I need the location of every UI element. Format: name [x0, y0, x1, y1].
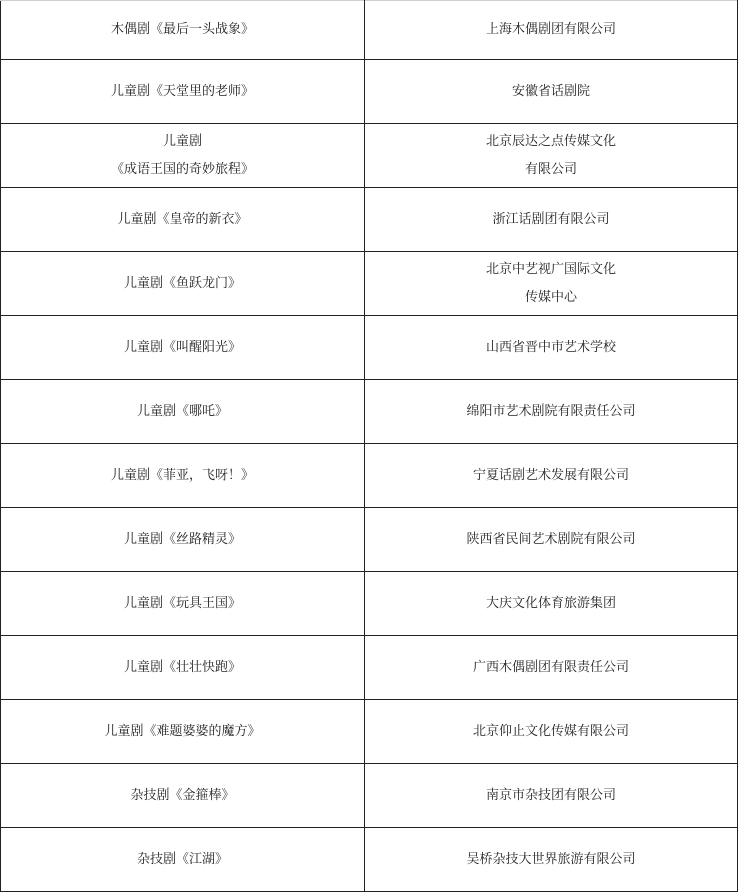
- organization-name-text: 绵阳市艺术剧院有限责任公司: [466, 403, 636, 419]
- work-title-cell: [1, 508, 365, 572]
- work-title-text: 儿童剧《难题婆婆的魔方》: [104, 723, 261, 739]
- work-title-cell: [1, 700, 365, 764]
- table-row: [1, 764, 738, 828]
- table-row: [1, 508, 738, 572]
- organization-name-text: 传媒中心: [524, 289, 577, 305]
- organization-name-text: 北京仰止文化传媒有限公司: [472, 723, 629, 739]
- organization-cell: [365, 636, 738, 700]
- organization-name-text: 大庆文化体育旅游集团: [485, 595, 616, 611]
- organization-name-text: 广西木偶剧团有限责任公司: [472, 659, 629, 675]
- work-title-cell: [1, 572, 365, 636]
- table-row: [1, 380, 738, 444]
- work-title-text: 儿童剧《叫醒阳光》: [123, 339, 241, 355]
- work-title-text: 儿童剧: [162, 133, 202, 149]
- table-row: [1, 444, 738, 508]
- table-row: [1, 636, 738, 700]
- organization-cell: [365, 764, 738, 828]
- work-title-cell: [1, 764, 365, 828]
- organization-name-text: 吴桥杂技大世界旅游有限公司: [466, 851, 636, 867]
- table-row: [1, 1, 738, 60]
- work-title-text: 木偶剧《最后一头战象》: [110, 22, 254, 37]
- work-title-text: 儿童剧《天堂里的老师》: [110, 83, 254, 99]
- organization-cell: [365, 252, 738, 316]
- work-title-cell: [1, 316, 365, 380]
- work-title-text: 杂技剧《金箍棒》: [130, 787, 235, 803]
- table-body: [1, 1, 738, 892]
- work-title-cell: [1, 188, 365, 252]
- work-title-text: 儿童剧《丝路精灵》: [123, 531, 241, 547]
- organization-cell: [365, 444, 738, 508]
- organization-name-text: 浙江话剧团有限公司: [492, 211, 610, 227]
- table-row: [1, 188, 738, 252]
- work-title-text: 儿童剧《鱼跃龙门》: [123, 275, 241, 291]
- organization-cell: [365, 124, 738, 188]
- work-title-cell: [1, 252, 365, 316]
- organization-cell: [365, 508, 738, 572]
- table-row: [1, 700, 738, 764]
- organization-cell: [365, 572, 738, 636]
- work-title-cell: [1, 444, 365, 508]
- work-title-text: 杂技剧《江湖》: [136, 851, 228, 867]
- work-title-text: 儿童剧《菲亚，飞呀！》: [110, 467, 254, 483]
- organization-cell: [365, 700, 738, 764]
- table-row: [1, 828, 738, 892]
- organization-cell: [365, 60, 738, 124]
- work-title-cell: [1, 828, 365, 892]
- organization-cell: [365, 1, 738, 60]
- work-title-text: 《成语王国的奇妙旅程》: [110, 161, 254, 177]
- organization-name-text: 宁夏话剧艺术发展有限公司: [472, 467, 629, 483]
- work-title-cell: [1, 380, 365, 444]
- organization-cell: [365, 828, 738, 892]
- work-title-text: 儿童剧《皇帝的新衣》: [117, 211, 248, 227]
- organization-name-text: 北京中艺视广国际文化: [485, 261, 616, 277]
- table-row: [1, 124, 738, 188]
- table-row: [1, 60, 738, 124]
- organization-cell: [365, 188, 738, 252]
- organization-cell: [365, 380, 738, 444]
- table-row: [1, 252, 738, 316]
- work-title-cell: [1, 1, 365, 60]
- organization-name-text: 陕西省民间艺术剧院有限公司: [466, 531, 636, 547]
- work-title-text: 儿童剧《哪吒》: [136, 403, 228, 419]
- organization-name-text: 上海木偶剧团有限公司: [485, 22, 616, 37]
- table-row: [1, 316, 738, 380]
- organization-name-text: 安徽省话剧院: [511, 83, 590, 99]
- organization-name-text: 南京市杂技团有限公司: [485, 787, 616, 803]
- organization-cell: [365, 316, 738, 380]
- work-title-text: 儿童剧《玩具王国》: [123, 595, 241, 611]
- table-row: [1, 572, 738, 636]
- work-title-cell: [1, 636, 365, 700]
- work-title-text: 儿童剧《壮壮快跑》: [123, 659, 241, 675]
- organization-name-text: 山西省晋中市艺术学校: [485, 339, 616, 355]
- work-title-cell: [1, 60, 365, 124]
- work-title-cell: [1, 124, 365, 188]
- organization-name-text: 北京辰达之点传媒文化: [485, 133, 616, 149]
- organization-name-text: 有限公司: [524, 161, 577, 177]
